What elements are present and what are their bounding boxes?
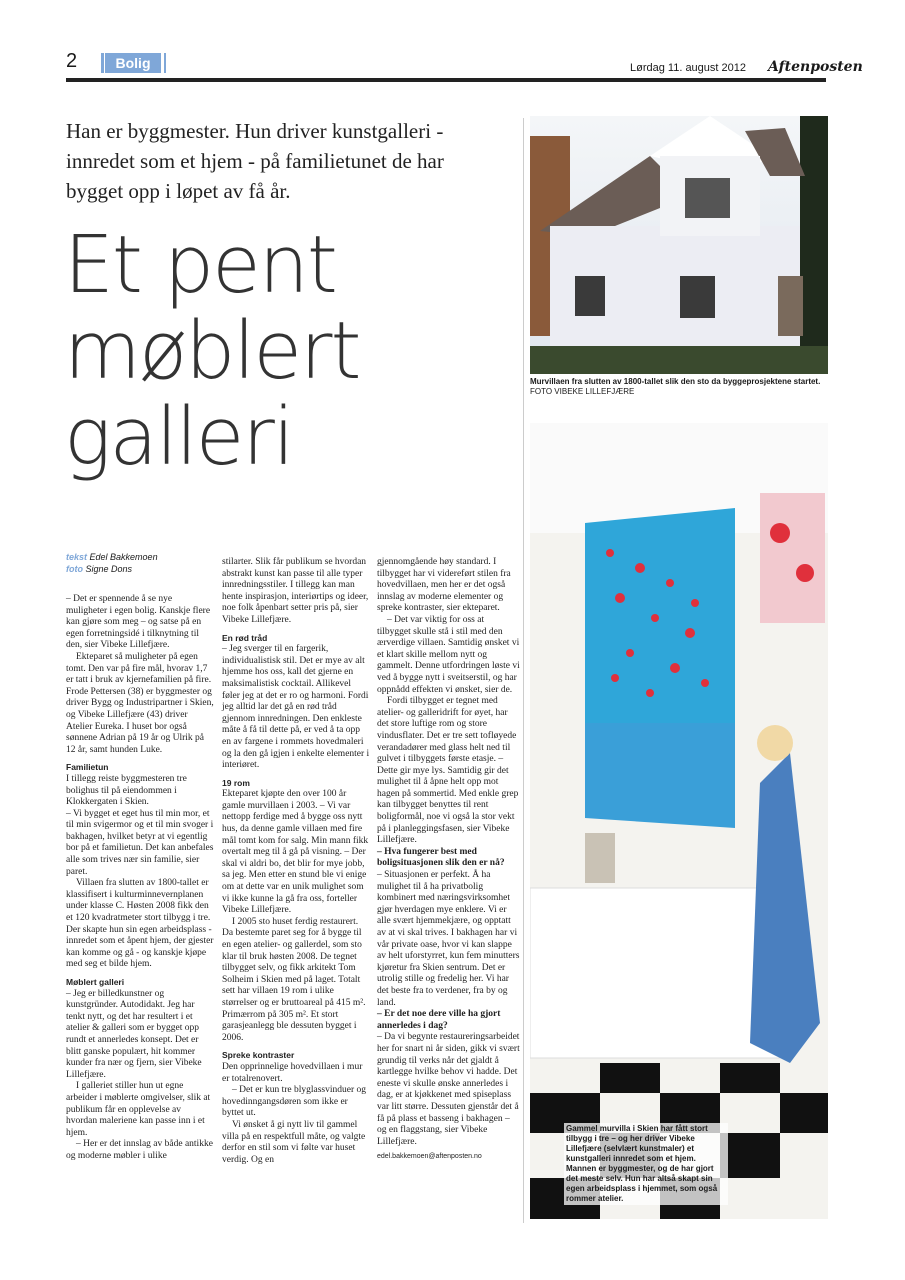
paragraph: Den opprinnelige hovedvillaen i mur er totalrenovert. bbox=[222, 1061, 363, 1084]
paragraph: I galleriet stiller hun ut egne arbeider i møblerte omgivelser, slik at publikum får en opplevelse av hvordan maleriene kan passe inn i et hjem. bbox=[66, 1081, 211, 1138]
body-column-2 bbox=[222, 557, 370, 1166]
subheading: Familietun bbox=[66, 762, 109, 773]
paragraph: I tillegg reiste byggmesteren tre bolighus til på eiendommen i Klokkergaten i Skien. bbox=[66, 773, 187, 808]
photo-credit: FOTO VIBEKE LILLEFJÆRE bbox=[530, 387, 635, 396]
paragraph: – Da vi begynte restaureringsarbeidet her for snart ni år siden, gikk vi svært grundig til verks når det gjaldt å kartlegge hvilke behov vi hadde. Det eneste vi skulle ønske annerledes i dag, er at kjøkkenet med spiseplass var litt større. Dessuten gjenstår det å få på plass et basseng i bakhagen – og en flaggstang, sier Vibeke Lillefjære. bbox=[377, 1032, 520, 1147]
paragraph: – Vi bygget et eget hus til min mor, et til min svigermor og et til min svoger i bakhagen, hvilket betyr at vi egentlig bor på et familietun. Det kan anbefales alle som trives nær sin familie, sier paret. bbox=[66, 808, 214, 877]
paragraph: Vi ønsket å gi nytt liv til gammel villa på en respektfull måte, og valgte derfor en stil som vi følte var huset verdig. Og en bbox=[222, 1119, 366, 1165]
paragraph: – Det er spennende å se nye muligheter i egen bolig. Kanskje flere kan gjøre som meg – og satse på en egen forretningsidé i tilknytning til den, sier Vibeke Lillefjære. bbox=[66, 594, 211, 651]
subheading: Møblert galleri bbox=[66, 977, 125, 987]
section-divider bbox=[164, 53, 166, 73]
issue-date: Lørdag 11. august 2012 bbox=[630, 62, 746, 74]
paragraph: Fordi tilbygget er tegnet med atelier- og galleridrift for øyet, har det store luftige rom og store vindusflater. Det er tre sett tofløyede verandadører med glass helt ned til gulvet i tilbyggets første etasje. – Dette gir mye lys. Samtidig gir det mulighet til å åpne helt opp mot hagen på sommertid. Med enkle grep kan tilbygget benyttes til rent boligformål, noe vi også la stor vekt på i planleggingsfasen, sier Vibeke Lillefjære. bbox=[377, 696, 519, 846]
byline-photographer: Signe Dons bbox=[85, 564, 133, 574]
byline-author: Edel Bakkemoen bbox=[89, 552, 158, 562]
gallery-caption: Gammel murvilla i Skien har fått stort tilbygg i tre – og her driver Vibeke Lillefjære (selvlært kunstmaler) et kunstgalleri innredet som et hjem. Mannen er byggmester, og de har gjort det meste selv. Hun har altså skapt sin egen arbeidsplass i hjemmet, som også rommer atelier. bbox=[564, 1123, 728, 1205]
body-column-1 bbox=[66, 594, 214, 1163]
paragraph: Ekteparet så muligheter på egen tomt. Den var på fire mål, hvorav 1,7 er tatt i bruk av kjernefamilien på fire. Frode Pettersen (38) er byggmester og driver Bygg og Industripartner i Skien, og Vibeke Lillefjære (43) driver Atelier Eureka. I huset bor også sønnene Adrian på 19 år og Ulrik på 12 år, samt hunden Luke. bbox=[66, 651, 214, 755]
byline bbox=[66, 551, 214, 575]
paragraph: – Det er kun tre blyglassvinduer og hovedinngangsdøren som ikke er byttet ut. bbox=[222, 1085, 367, 1119]
subheading: 19 rom bbox=[222, 777, 250, 788]
body-column-3 bbox=[377, 557, 520, 1163]
paragraph: I 2005 sto huset ferdig restaurert. Da bestemte paret seg for å bygge til en egen atelier- og gallerdel, som sto klar til bruk høsten 2008. De tegnet tilbygget selv, og fikk arkitekt Tom Solheim i Skien med på laget. Totalt sett har villaen 19 rom i ulike størrelser og er bruttoareal på 415 m². Primærrom på 305 m². Et stort garasjeanlegg ble dessuten bygget i 2006. bbox=[222, 916, 366, 1043]
page-number: 2 bbox=[66, 50, 78, 72]
byline-text-label: tekst bbox=[66, 552, 88, 562]
paragraph: – Det var viktig for oss at tilbygget skulle stå i stil med den ærverdige villaen. Samtidig ønsket vi et klart skille mellom nytt og gammelt. Denne utfordringen løste vi ved å bygge nytt i sveitserstil, og har oppnådd effekten vi ønsket, sier de. bbox=[377, 614, 520, 695]
villa-photo bbox=[530, 116, 828, 374]
subheading: Spreke kontraster bbox=[222, 1050, 295, 1061]
newspaper-logo: Aftenposten bbox=[768, 59, 863, 75]
paragraph: – Jeg sverger til en fargerik, individualistisk stil. Det er mye av alt hjemme hos oss, kall det gjerne en maksimalistisk cocktail. Allikevel føler jeg at det er ro og harmoni. Fordi jeg alltid lar det gå en rød tråd gjennom innredningen. Den enkleste måte å få til dette på, er ved å ta opp en av fargene i rommets hovedmaleri og la den gå igjen i enkelte elementer i interiøret. bbox=[222, 644, 370, 771]
article-title: Et pent møblert galleri bbox=[64, 219, 360, 483]
column-divider bbox=[523, 118, 524, 1223]
subheading: En rød tråd bbox=[222, 632, 268, 643]
section-label: Bolig bbox=[105, 53, 161, 73]
paragraph: gjennomgående høy standard. I tilbygget har vi videreført stilen fra hovedvillaen, men her er det også innslag av moderne elementer og spreke kontraster, sier ekteparet. bbox=[377, 557, 511, 614]
paragraph: stilarter. Slik får publikum se hvordan abstrakt kunst kan passe til alle typer innredningsstiler. I tillegg kan man hente inspirasjon, interiørtips og ideer, noe folk åpenbart setter pris på, sier Vibeke Lillefjære. bbox=[222, 557, 369, 625]
author-email: edel.bakkemoen@aftenposten.no bbox=[377, 1153, 482, 1161]
paragraph: – Jeg er billedkunstner og kunstgründer. Autodidakt. Jeg har tenkt nytt, og det har resultert i et atelier & galleri som er bygget opp rundt et annerledes konsept. Det er blitt ganske populært, hit kommer kunder fra nær og fjern, sier Vibeke Lillefjære. bbox=[66, 988, 202, 1080]
gallery-photo bbox=[530, 423, 828, 1219]
article-intro: Han er byggmester. Hun driver kunstgalleri - innredet som et hjem - på familietunet de har bygget opp i løpet av få år. bbox=[66, 119, 444, 203]
byline-photo-label: foto bbox=[66, 564, 83, 574]
question: – Er det noe dere ville ha gjort annerledes i dag? bbox=[377, 1009, 501, 1031]
caption-text: Murvillaen fra slutten av 1800-tallet slik den sto da byggeprosjektene startet. bbox=[530, 377, 821, 386]
paragraph: – Her er det innslag av både antikke og moderne møbler i ulike bbox=[66, 1139, 213, 1161]
section-divider bbox=[101, 53, 104, 73]
villa-caption bbox=[530, 377, 830, 397]
header-rule bbox=[66, 78, 826, 82]
paragraph: – Situasjonen er perfekt. Å ha mulighet til å ha privatbolig kombinert med næringsvirksomhet gjør hverdagen mye enklere. Vi er alle svært hjemmekjære, og opptatt av at vi skal trives. I bakhagen har vi vår private oase, hvor vi kan slappe av helt uforstyrret, kun fem minutters kjøretur fra Skien sentrum. Det er utrolig stille og fredelig her. Vi har det beste fra to verdener, fra by og land. bbox=[377, 870, 520, 1008]
paragraph: Villaen fra slutten av 1800-tallet er klassifisert i kulturminnevernplanen under klasse C. Høsten 2008 fikk den et 120 kvadratmeter stort tilbygg i tre. Der skapte hun sin egen arbeidsplass - innredet som et åpent hjem, der gjester kan komme og gå - og kanskje kjøpe med seg et bilde hjem. bbox=[66, 878, 214, 970]
paragraph: Ekteparet kjøpte den over 100 år gamle murvillaen i 2003. – Vi var nettopp ferdige med å bygge oss nytt hus, da denne gamle villaen med fire mål tomt kom for salg. Min mann fikk overtalt meg til å gå på visning. – Der skal vi aldri bo, det blir for mye jobb, sa jeg. Men etter en stund ble vi enige om at dette var en unik mulighet som vi ikke kunne la gå fra oss, forteller Vibeke Lillefjære. bbox=[222, 789, 369, 916]
question: – Hva fungerer best med boligsituasjonen slik den er nå? bbox=[377, 846, 505, 869]
